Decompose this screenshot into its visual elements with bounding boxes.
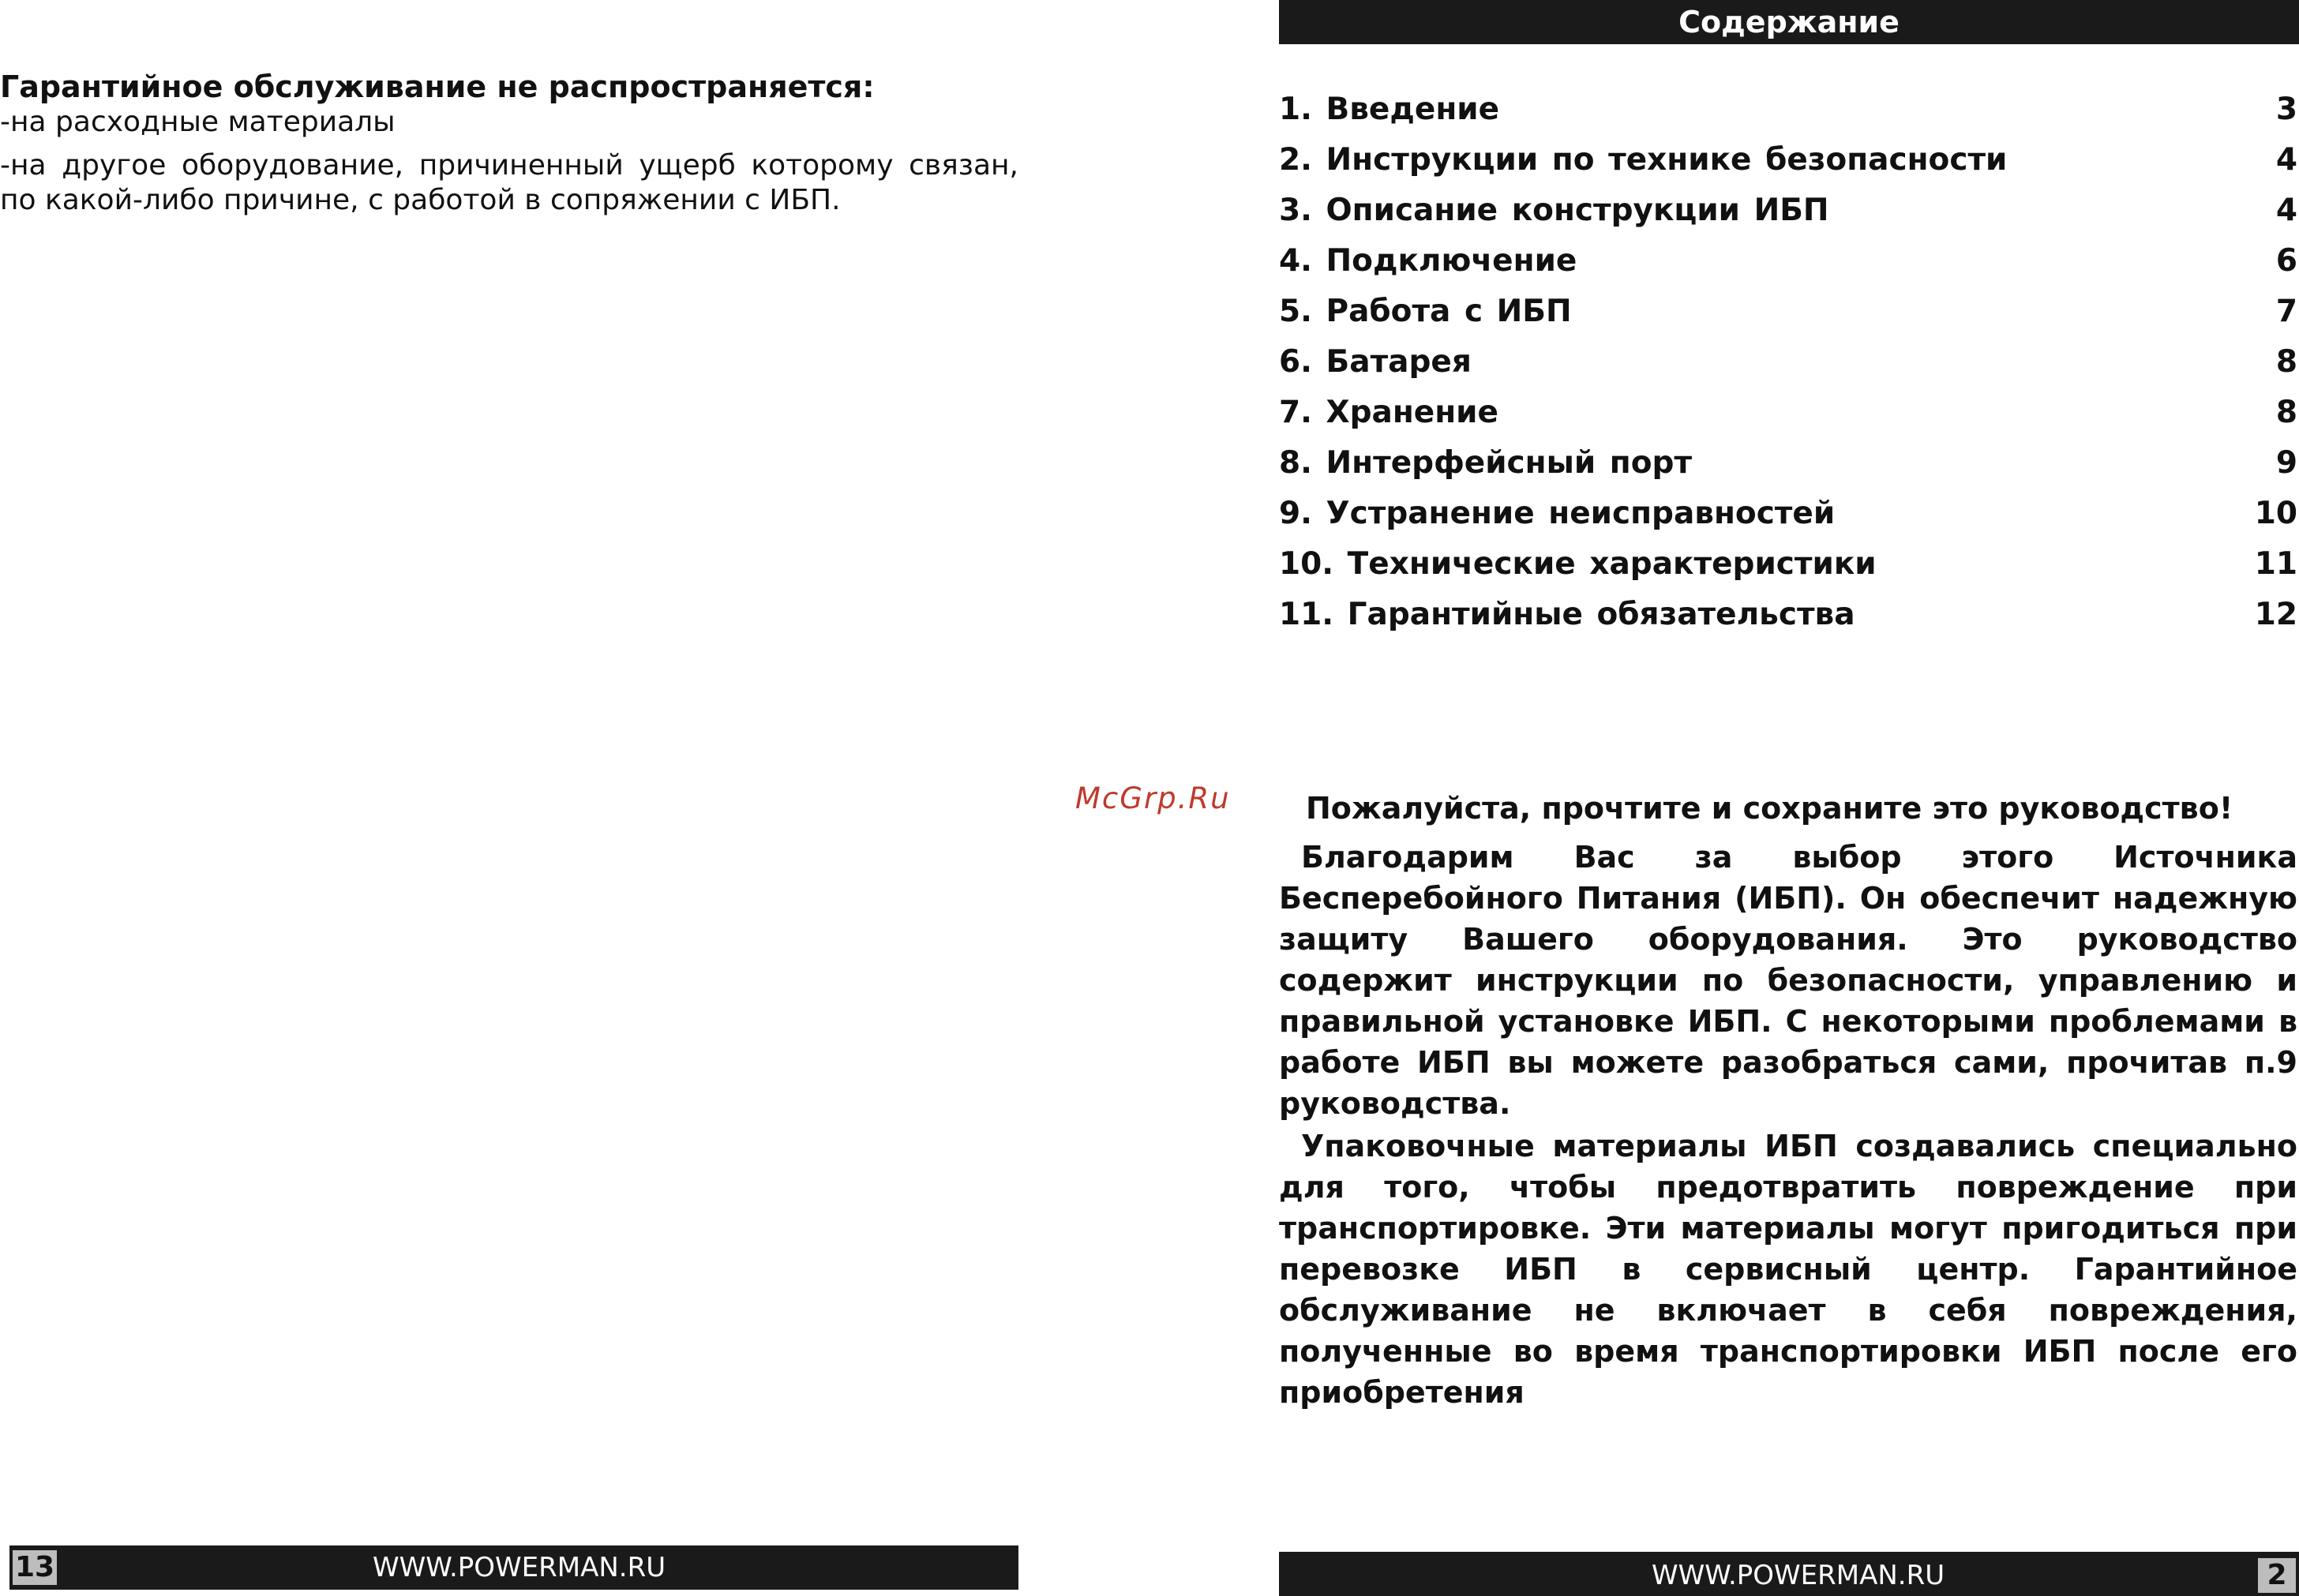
toc-item-page: 10 <box>2254 496 2297 531</box>
toc-item[interactable] <box>1279 341 2297 392</box>
toc-item-page: 11 <box>2254 546 2297 582</box>
warranty-exclusions-heading: Гарантийное обслуживание не распространяется: <box>0 69 875 104</box>
toc-item-page: 12 <box>2254 597 2297 632</box>
toc-item[interactable] <box>1279 290 2297 341</box>
toc-item-label: 1. Введение <box>1279 92 1500 127</box>
toc-item-label: 9. Устранение неисправностей <box>1279 496 1836 531</box>
toc-item[interactable] <box>1279 189 2297 240</box>
left-page-footer <box>9 1545 1018 1590</box>
toc-item-page: 9 <box>2275 445 2297 481</box>
toc-item-label: 3. Описание конструкции ИБП <box>1279 193 1829 228</box>
website-link[interactable]: WWW.POWERMAN.RU <box>373 1552 666 1583</box>
left-page <box>0 0 1020 1596</box>
right-page <box>1279 0 2299 1596</box>
toc-item-label: 10. Технические характеристики <box>1279 546 1877 582</box>
toc-item[interactable] <box>1279 493 2297 543</box>
intro-heading: Пожалуйста, прочтите и сохраните это руководство! <box>1306 791 2233 826</box>
toc-item-label: 8. Интерфейсный порт <box>1279 445 1693 481</box>
toc-item[interactable] <box>1279 594 2297 644</box>
toc-item[interactable] <box>1279 139 2297 189</box>
toc-item-label: 4. Подключение <box>1279 243 1577 279</box>
toc-item-page: 8 <box>2275 344 2297 380</box>
table-of-contents <box>1279 88 2297 644</box>
toc-item-label: 7. Хранение <box>1279 395 1498 430</box>
toc-item[interactable] <box>1279 442 2297 493</box>
toc-item[interactable] <box>1279 392 2297 442</box>
toc-item-label: 2. Инструкции по технике безопасности <box>1279 142 2008 178</box>
warranty-exclusion-item: -на другое оборудование, причиненный ущерб которому связан, по какой-либо причине, с работой в сопряжении с ИБП. <box>0 149 1018 216</box>
watermark: McGrp.Ru <box>1075 781 1231 815</box>
toc-title: Содержание <box>1279 0 2299 44</box>
toc-item[interactable] <box>1279 543 2297 594</box>
toc-item-page: 6 <box>2275 243 2297 279</box>
toc-item-label: 11. Гарантийные обязательства <box>1279 597 1855 632</box>
toc-item[interactable] <box>1279 88 2297 139</box>
toc-item-page: 7 <box>2275 294 2297 329</box>
toc-item-page: 3 <box>2275 92 2297 127</box>
warranty-exclusion-item: -на расходные материалы <box>0 106 396 138</box>
toc-item-page: 4 <box>2275 142 2297 178</box>
page-number: 2 <box>2258 1558 2296 1593</box>
toc-item-page: 8 <box>2275 395 2297 430</box>
page-number: 13 <box>13 1550 57 1585</box>
website-link[interactable]: WWW.POWERMAN.RU <box>1652 1560 1945 1591</box>
toc-item[interactable] <box>1279 240 2297 290</box>
packaging-paragraph: Упаковочные материалы ИБП создавались специально для того, чтобы предотвратить повреждение при транспортировке. Эти материалы могут пригодиться при перевозке ИБП в сервисный центр. Гарантийное обслуживание не включает в себя повреждения, полученные во время транспортировки ИБП после его приобретения <box>1279 1129 2297 1410</box>
toc-item-label: 5. Работа с ИБП <box>1279 294 1572 329</box>
toc-item-label: 6. Батарея <box>1279 344 1472 380</box>
toc-item-page: 4 <box>2275 193 2297 228</box>
right-page-footer <box>1279 1552 2299 1596</box>
intro-paragraph: Благодарим Вас за выбор этого Источника Бесперебойного Питания (ИБП). Он обеспечит надежную защиту Вашего оборудования. Это руководство содержит инструкции по безопасности, управлению и правильной установке ИБП. С некоторыми проблемами в работе ИБП вы можете разобраться сами, прочитав п.9 руководства. <box>1279 840 2297 1121</box>
